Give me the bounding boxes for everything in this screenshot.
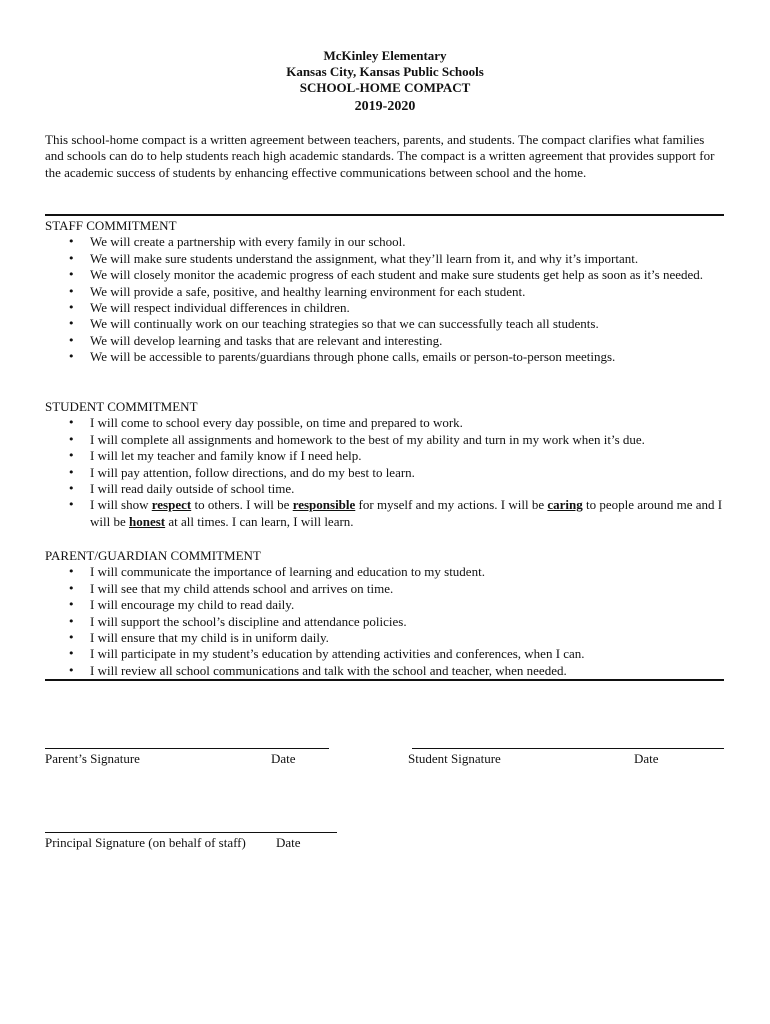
student-signature-label: Student Signature: [408, 751, 501, 766]
list-item: • I will see that my child attends school and arrives on time.: [45, 581, 735, 597]
keyword-respect: respect: [151, 497, 192, 513]
keyword-honest: honest: [129, 513, 166, 529]
list-item: • I will read daily outside of school time.: [45, 481, 735, 497]
student-signature-line[interactable]: [412, 748, 724, 749]
list-item: • I will pay attention, follow directions, and do my best to learn.: [45, 465, 735, 481]
list-item: • We will respect individual differences in children.: [45, 300, 735, 316]
student-commitment-title: STUDENT COMMITMENT: [45, 399, 198, 414]
list-item: • We will provide a safe, positive, and healthy learning environment for each student.: [45, 284, 735, 300]
list-item: • We will continually work on our teaching strategies so that we can successfully teach all students.: [45, 316, 735, 332]
list-item: • I will participate in my student’s education by attending activities and conferences, when I can.: [45, 646, 735, 662]
document-header: [0, 48, 770, 115]
list-item: • We will develop learning and tasks that are relevant and interesting.: [45, 333, 735, 349]
list-item: • I will complete all assignments and homework to the best of my ability and turn in my work when it’s due.: [45, 432, 735, 448]
principal-signature-line[interactable]: [45, 832, 337, 833]
keyword-responsible: responsible: [292, 497, 356, 513]
list-item: • I will review all school communications and talk with the school and teacher, when needed.: [45, 663, 735, 679]
values-text: at all times. I can learn, I will learn.: [165, 513, 354, 529]
values-text: for myself and my actions. I will be: [355, 497, 548, 513]
district-name: Kansas City, Kansas Public Schools: [286, 64, 484, 79]
list-item: • I will support the school’s discipline and attendance policies.: [45, 614, 735, 630]
list-item: • We will make sure students understand the assignment, what they’ll learn from it, and why it’s important.: [45, 251, 735, 267]
list-item: • We will closely monitor the academic progress of each student and make sure students get help as soon as it’s needed.: [45, 267, 735, 283]
parent-commitment-section: [45, 548, 735, 679]
list-item-values: [45, 497, 735, 530]
student-commitment-list: [45, 415, 735, 530]
list-item: • I will communicate the importance of learning and education to my student.: [45, 564, 735, 580]
list-item: • We will be accessible to parents/guardians through phone calls, emails or person-to-person meetings.: [45, 349, 735, 365]
student-commitment-section: [45, 399, 735, 530]
keyword-caring: caring: [547, 497, 583, 513]
school-name: McKinley Elementary: [323, 48, 447, 63]
parent-commitment-title: PARENT/GUARDIAN COMMITMENT: [45, 548, 261, 563]
top-divider: [45, 214, 724, 216]
list-item: • We will create a partnership with every family in our school.: [45, 234, 735, 250]
bottom-divider: [45, 679, 724, 681]
list-item: • I will ensure that my child is in uniform daily.: [45, 630, 735, 646]
principal-date-label: Date: [276, 835, 301, 850]
values-text: to others. I will be: [191, 497, 293, 513]
list-item: • I will encourage my child to read daily.: [45, 597, 735, 613]
principal-signature-label: Principal Signature (on behalf of staff): [45, 835, 246, 850]
intro-paragraph: This school-home compact is a written agreement between teachers, parents, and students. The compact clarifies what families and schools can do to help students reach high academic standards. The compact is a written agreement that provides support for the academic success of students by enhancing effective communications between school and the home.: [45, 132, 715, 180]
document-title: SCHOOL-HOME COMPACT: [299, 80, 471, 95]
values-text: to people around me and I will be: [90, 497, 723, 529]
staff-commitment-list: [45, 234, 735, 365]
list-item: • I will let my teacher and family know if I need help.: [45, 448, 735, 464]
parent-signature-label: Parent’s Signature: [45, 751, 140, 766]
parent-commitment-list: [45, 564, 735, 679]
school-year: 2019-2020: [354, 99, 416, 114]
staff-commitment-section: [45, 218, 735, 366]
staff-commitment-title: STAFF COMMITMENT: [45, 218, 177, 233]
student-date-label: Date: [634, 751, 659, 766]
values-text: I will show: [90, 497, 152, 513]
parent-signature-line[interactable]: [45, 748, 329, 749]
parent-date-label: Date: [271, 751, 296, 766]
list-item: • I will come to school every day possible, on time and prepared to work.: [45, 415, 735, 431]
